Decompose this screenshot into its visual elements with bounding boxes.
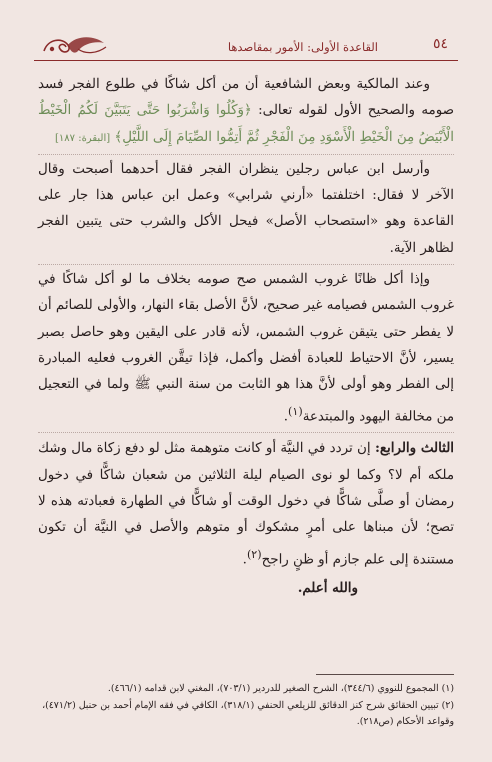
- ornament-icon: [38, 31, 110, 59]
- footnote-marker-2[interactable]: (٢): [246, 547, 262, 561]
- running-title: القاعدة الأولى: الأمور بمقاصدها: [227, 40, 378, 54]
- page-number: ٥٤: [432, 36, 448, 52]
- footnote-rule: [316, 674, 454, 675]
- paragraph-3: وإذا أكل ظانًا غروب الشمس صح صومه بخلاف ما لو أكل شاكًا في غروب الشمس فصيامه غير صحيح، لأنَّ الأصل بقاء النهار، والأولى للصائم أن لا يفطر حتى يتيقن غروب الشمس، لأنه قادر على اليقين وهو حاصل بصبر يسير، لأنَّ الاحتياط للعبادة أفضل وأكمل، فإذا تيقَّن الغروب فعليه المبادرة إلى الفطر وهو أولى لأنَّ هذا هو الثابت من سنة النبي ﷺ ولما في التعجيل من مخالفة اليهود والمبتدعة$^{(١)}$.: [38, 272, 454, 425]
- section-heading: الثالث والرابع:: [374, 440, 454, 457]
- quran-verse: ﴿وَكُلُوا وَاشْرَبُوا حَتَّى يَتَبَيَّنَ لَكُمُ الْخَيْطُ الْأَبْيَضُ مِنَ الْخَيْطِ الْأَسْوَدِ مِنَ الْفَجْرِ ثُمَّ أَتِمُّوا الصِّيَامَ إِلَى اللَّيْلِ﴾: [38, 103, 454, 145]
- footnote-marker-1[interactable]: (١): [288, 404, 303, 418]
- divider: [38, 432, 454, 433]
- paragraph-2-text: وأرسل ابن عباس رجلين ينظران الفجر فقال أحدهما أصبحت وقال الآخر لا فقال: اختلفتما «أرني شرابي» وعمل ابن عباس هذا جار على القاعدة وهو «استصحاب الأصل» فيحل الأكل والشرب حتى يتبين الفجر لظاهر الآية.: [38, 161, 454, 256]
- divider: [38, 264, 454, 265]
- page-header: [34, 30, 458, 61]
- main-text: [38, 72, 454, 602]
- divider: [38, 154, 454, 155]
- footnote-1: (١) المجموع للنووي (٣٤٤/٦)، الشرح الصغير للدردير (٧٠٣/١)، المغني لابن قدامه (٤٦٦/١).: [107, 683, 454, 694]
- footnotes: [38, 681, 454, 731]
- paragraph-4-text: إن تردد في النيَّة أو كانت متوهمة مثل لو دفع زكاة مال وشك ملكه أم لا؟ وكما لو نوى الصيام ليلة الثلاثين من شعبان شاكًّا في دخول رمضان أو صلَّى شاكًّا في دخول الوقت أو شاكًّا في الطهارة فعبادته هذه لا تصح؛ لأن مبناها على أمرٍ مشكوك أو متوهم والأصل في النيَّة أن تكون مستندة إلى علم جازم أو ظنٍ راجح: [38, 441, 454, 567]
- verse-reference: [البقرة: ١٨٧]: [54, 132, 111, 144]
- paragraph-3-text: وإذا أكل ظانًا غروب الشمس صح صومه بخلاف ما لو أكل شاكًا في غروب الشمس فصيامه غير صحيح، لأنَّ الأصل بقاء النهار، والأولى للصائم أن لا يفطر حتى يتيقن غروب الشمس، لأنه قادر على اليقين وهو حاصل بصبر يسير، لأنَّ الاحتياط للعبادة أفضل وأكمل، فإذا تيقَّن الغروب فعليه المبادرة إلى الفطر وهو أولى لأنَّ هذا هو الثابت من سنة النبي ﷺ ولما في التعجيل من مخالفة اليهود والمبتدعة: [38, 272, 454, 425]
- paragraph-1: [38, 72, 454, 152]
- paragraph-4: الثالث والرابع: إن تردد في النيَّة أو كانت متوهمة مثل لو دفع زكاة مال وشك ملكه أم لا؟ وكما لو نوى الصيام ليلة الثلاثين من شعبان شاكًّا في دخول رمضان أو صلَّى شاكًّا في دخول الوقت أو شاكًّا في الطهارة فعبادته هذه لا تصح؛ لأن مبناها على أمرٍ مشكوك أو متوهم والأصل في النيَّة أن تكون مستندة إلى علم جازم أو ظنٍ راجح$^{(٢)}$.: [38, 440, 454, 567]
- closing-phrase: والله أعلم.: [297, 580, 358, 597]
- paragraph-1-text: وعند المالكية وبعض الشافعية أن من أكل شاكًا في طلوع الفجر فسد صومه والصحيح الأول لقوله تعالى:: [38, 77, 455, 119]
- paragraph-2: [38, 157, 454, 262]
- footnote-2: (٢) تبيين الحقائق شرح كنز الدقائق للزيلعي الحنفي (٣١٨/١)، الكافي في فقه الإمام أحمد بن حنبل (٤٧١/٢)، وقواعد الأحكام (ص٢١٨).: [42, 699, 454, 727]
